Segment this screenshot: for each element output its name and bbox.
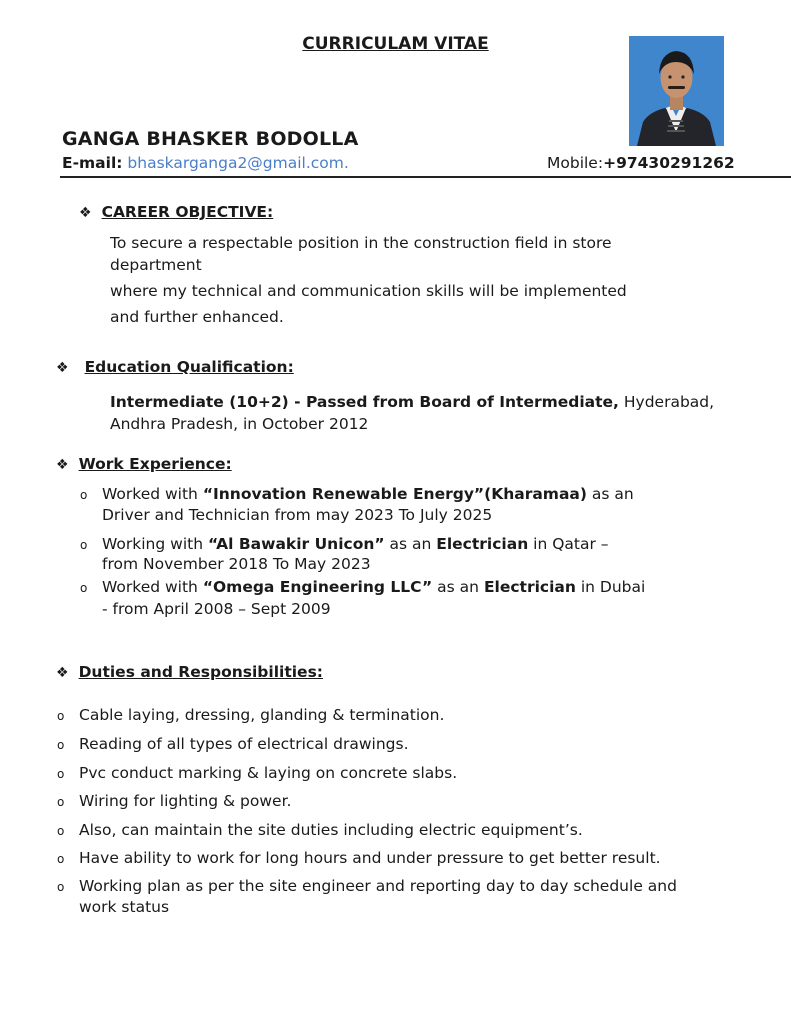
header-divider: [60, 176, 791, 178]
duty-item-line: work status: [79, 898, 170, 916]
duty-item: Working plan as per the site engineer and reporting day to day schedule and: [79, 877, 677, 895]
employer-name: “Innovation Renewable Energy”(Kharamaa): [202, 485, 587, 503]
work-item-line: Driver and Technician from may 2023 To July 2025: [102, 506, 493, 524]
diamond-bullet-icon: ❖: [56, 457, 69, 473]
circle-bullet-icon: o: [57, 824, 65, 838]
career-objective-heading: [79, 203, 273, 221]
work-experience-title: Work Experience:: [78, 455, 232, 473]
career-objective-title: CAREER OBJECTIVE:: [101, 203, 274, 221]
duty-item: Wiring for lighting & power.: [79, 792, 292, 810]
career-line: where my technical and communication skills will be implemented: [110, 282, 627, 300]
mobile-line: [547, 154, 735, 172]
circle-bullet-icon: o: [57, 852, 65, 866]
circle-bullet-icon: o: [57, 767, 65, 781]
email-label: E-mail:: [62, 154, 123, 172]
document-title: CURRICULAM VITAE: [302, 34, 489, 54]
mobile-number: +97430291262: [603, 154, 735, 172]
education-line: [110, 393, 714, 411]
work-item-line: from November 2018 To May 2023: [102, 555, 371, 573]
work-item: Worked with “Innovation Renewable Energy”(Kharamaa) as an: [102, 485, 634, 503]
duty-item: Cable laying, dressing, glanding & termination.: [79, 706, 445, 724]
duties-title: Duties and Responsibilities:: [78, 663, 323, 681]
work-item: Working with “Al Bawakir Unicon” as an Electrician in Qatar –: [102, 535, 609, 553]
job-role: Electrician: [483, 578, 576, 596]
education-location: Hyderabad,: [618, 393, 715, 411]
duties-heading: [56, 663, 323, 681]
duty-item: Pvc conduct marking & laying on concrete slabs.: [79, 764, 458, 782]
employer-name: “Al Bawakir Unicon”: [207, 535, 385, 553]
education-title: Education Qualification:: [84, 358, 294, 376]
email-link[interactable]: bhaskarganga2@gmail.com.: [127, 154, 349, 172]
education-line: Andhra Pradesh, in October 2012: [110, 415, 369, 433]
circle-bullet-icon: o: [80, 538, 88, 552]
mobile-label: Mobile:: [547, 154, 604, 172]
job-role: Electrician: [436, 535, 529, 553]
diamond-bullet-icon: ❖: [79, 205, 92, 221]
diamond-bullet-icon: ❖: [56, 665, 69, 681]
circle-bullet-icon: o: [57, 709, 65, 723]
circle-bullet-icon: o: [57, 880, 65, 894]
work-experience-heading: [56, 455, 232, 473]
circle-bullet-icon: o: [57, 738, 65, 752]
career-line: To secure a respectable position in the construction field in store: [110, 234, 612, 252]
circle-bullet-icon: o: [80, 581, 88, 595]
diamond-bullet-icon: ❖: [56, 360, 69, 376]
work-item: Worked with “Omega Engineering LLC” as an Electrician in Dubai: [102, 578, 646, 596]
duty-item: Have ability to work for long hours and under pressure to get better result.: [79, 849, 661, 867]
career-line: department: [110, 256, 202, 274]
profile-photo-image: [629, 36, 724, 146]
employer-name: “Omega Engineering LLC”: [202, 578, 433, 596]
duty-item: Reading of all types of electrical drawings.: [79, 735, 409, 753]
circle-bullet-icon: o: [80, 488, 88, 502]
duty-item: Also, can maintain the site duties including electric equipment’s.: [79, 821, 583, 839]
email-line: [62, 154, 349, 172]
work-item-line: - from April 2008 – Sept 2009: [102, 600, 331, 618]
profile-photo: [629, 36, 724, 146]
circle-bullet-icon: o: [57, 795, 65, 809]
education-degree: Intermediate (10+2) - Passed from Board of Intermediate,: [110, 393, 619, 411]
candidate-name: GANGA BHASKER BODOLLA: [62, 128, 359, 150]
career-line: and further enhanced.: [110, 308, 284, 326]
education-heading: [56, 358, 294, 376]
